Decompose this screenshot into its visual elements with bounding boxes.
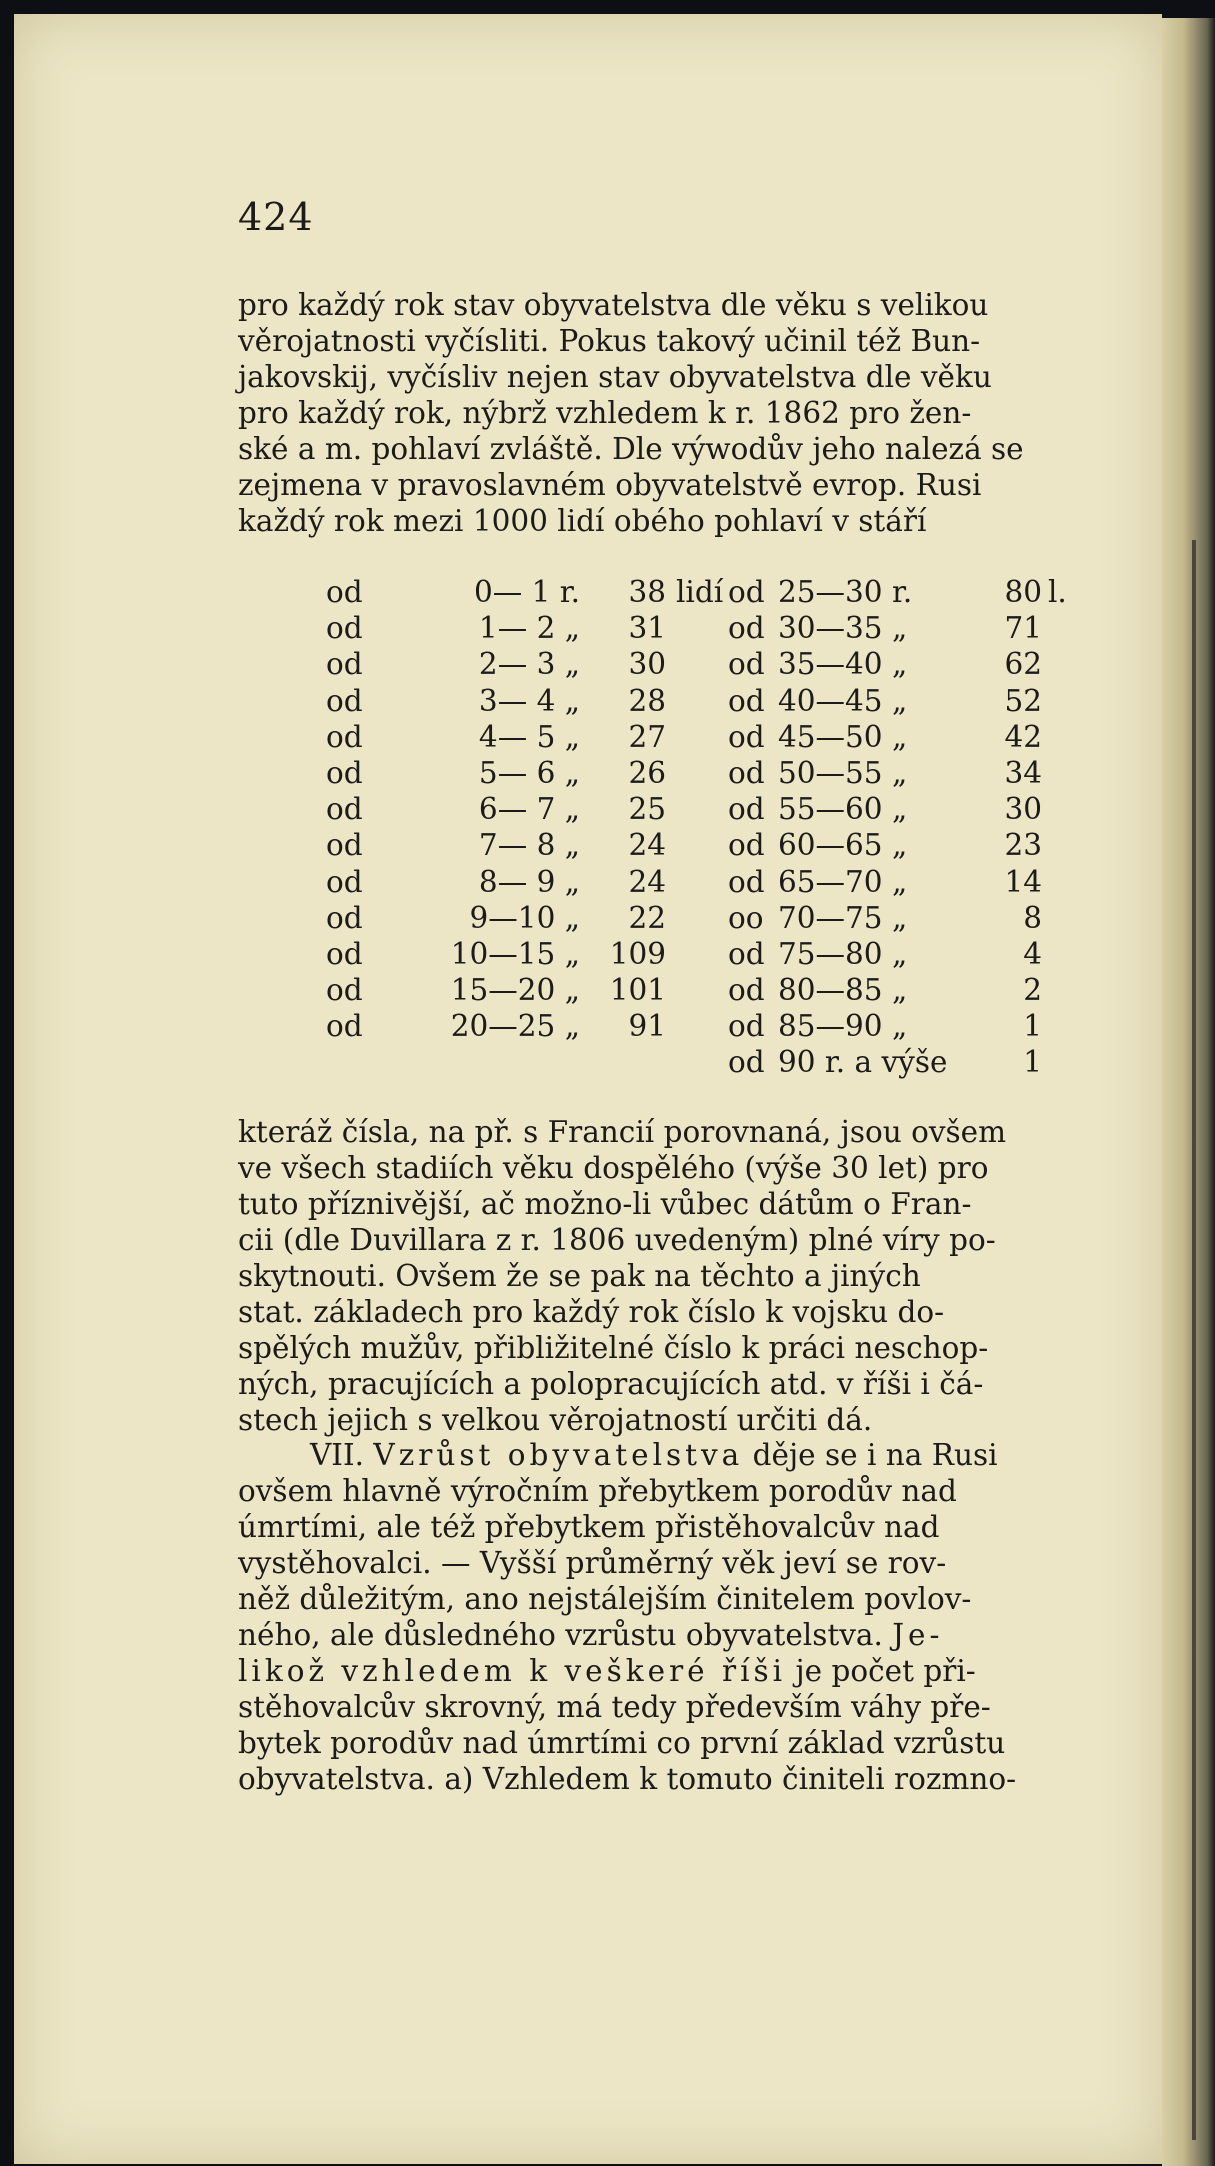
age-range: 35—40 „ [778,647,908,682]
page-edge-shadow [1192,540,1196,2140]
age-prefix: od [326,936,363,971]
age-range: 85—90 „ [778,1009,908,1044]
age-range: 25—30 r. [778,575,913,609]
age-range: 6— 7 „ [478,792,580,827]
people-count: 91 [628,1009,666,1044]
text-fragment: likož vzhledem k veškeré říši [238,1654,787,1688]
age-prefix: od [728,647,765,682]
text-line: ných, pracujících a polopracujících atd. v říši i čá- [238,1367,984,1401]
text-line: pro každý rok stav obyvatelstva dle věku s velikou [238,288,989,322]
age-range: 90 r. a výše [778,1045,948,1080]
age-prefix: od [728,828,765,863]
page-edge [1162,18,1215,2166]
age-range: 30—35 „ [778,611,908,646]
age-prefix: od [728,792,765,827]
age-range: 45—50 „ [778,719,908,754]
text-line: bytek porodův nad úmrtími co první základ vzrůstu [238,1726,1006,1760]
unit-label: l. [1048,575,1067,609]
people-count: 109 [609,936,666,971]
age-range: 0— 1 r. [473,575,580,609]
text-line: úmrtími, ale též přebytkem přistěhovalcův nad [238,1510,940,1544]
people-count: 1 [1023,1045,1042,1080]
age-prefix: od [326,792,363,827]
text-fragment: děje se i na Rusi [752,1438,998,1472]
age-prefix: od [728,1009,765,1044]
age-range: 20—25 „ [450,1009,580,1044]
text-line [238,1437,1060,1473]
age-range: 7— 8 „ [478,828,580,863]
age-range: 10—15 „ [450,936,580,971]
people-count: 27 [628,719,666,754]
people-count: 34 [1004,755,1042,790]
people-count: 26 [628,755,666,790]
age-prefix: od [728,755,765,790]
people-count: 22 [628,900,666,935]
text-line: spělých mužův, přibližitelné číslo k práci neschop- [238,1331,989,1365]
age-prefix: od [326,864,363,899]
people-count: 30 [628,647,666,682]
age-prefix: od [728,864,765,899]
age-range: 55—60 „ [778,792,908,827]
age-prefix: od [326,828,363,863]
text-fragment: je počet při- [795,1654,976,1688]
section-numeral: VII. [310,1438,364,1472]
age-prefix: oo [728,900,764,935]
text-line: cii (dle Duvillara z r. 1806 uvedeným) plné víry po- [238,1223,996,1257]
text-fragment: ného, ale důsledného vzrůstu obyvatelstva. [238,1618,883,1652]
people-count: 4 [1023,936,1042,971]
people-count: 2 [1023,973,1042,1008]
people-count: 24 [628,828,666,863]
text-line: skytnouti. Ovšem že se pak na těchto a jiných [238,1259,921,1293]
text-fragment: Je- [892,1618,944,1652]
age-range: 8— 9 „ [478,864,580,899]
age-range: 3— 4 „ [478,683,580,718]
people-count: 62 [1004,647,1042,682]
intro-paragraph [238,287,1060,539]
people-count: 31 [628,611,666,646]
people-count: 1 [1023,1009,1042,1044]
page-number: 424 [238,195,314,239]
age-range: 70—75 „ [778,900,908,935]
age-prefix: od [326,1009,363,1044]
text-line: pro každý rok, nýbrž vzhledem k r. 1862 pro žen- [238,396,972,430]
people-count: 24 [628,864,666,899]
section-vii-paragraph [238,1437,1060,1797]
age-prefix: od [728,973,765,1008]
people-count: 80 [1004,575,1042,609]
people-count: 42 [1004,719,1042,754]
people-count: 30 [1004,792,1042,827]
age-prefix: od [326,719,363,754]
text-line: ve všech stadiích věku dospělého (výše 30 let) pro [238,1151,989,1185]
text-line: vystěhovalci. — Vyšší průměrný věk jeví se rov- [238,1546,947,1580]
text-line: zejmena v pravoslavném obyvatelstvě evrop. Rusi [238,468,982,502]
age-range: 5— 6 „ [478,755,580,790]
people-count: 8 [1023,900,1042,935]
people-count: 23 [1004,828,1042,863]
age-range: 65—70 „ [778,864,908,899]
age-range: 1— 2 „ [478,611,580,646]
body-paragraph [238,1114,1060,1438]
people-count: 71 [1004,611,1042,646]
text-line: stech jejich s velkou věrojatností určiti dá. [238,1403,873,1437]
text-line: tuto příznivější, ač možno-li vůbec dátům o Fran- [238,1187,972,1221]
section-heading: Vzrůst obyvatelstva [373,1438,744,1472]
age-prefix: od [326,900,363,935]
age-prefix: od [728,575,765,609]
age-prefix: od [326,755,363,790]
age-range: 4— 5 „ [478,719,580,754]
text-line: kteráž čísla, na př. s Francií porovnaná, jsou ovšem [238,1115,1007,1149]
age-range: 60—65 „ [778,828,908,863]
age-range: 40—45 „ [778,683,908,718]
age-prefix: od [728,719,765,754]
text-line: ovšem hlavně výročním přebytkem porodův nad [238,1474,957,1508]
people-count: 25 [628,792,666,827]
text-line: něž důležitým, ano nejstálejším činitelem povlov- [238,1582,972,1616]
text-line [238,1617,1060,1653]
age-prefix: od [728,611,765,646]
age-prefix: od [728,936,765,971]
text-line: ské a m. pohlaví zvláště. Dle výwodův jeho nalezá se [238,432,1024,466]
text-line: stat. základech pro každý rok číslo k vojsku do- [238,1295,945,1329]
age-range: 80—85 „ [778,973,908,1008]
age-prefix: od [326,647,363,682]
age-prefix: od [728,683,765,718]
text-line: obyvatelstva. a) Vzhledem k tomuto činiteli rozmno- [238,1762,1017,1796]
people-count: 52 [1004,683,1042,718]
age-prefix: od [326,611,363,646]
age-range: 75—80 „ [778,936,908,971]
text-line: každý rok mezi 1000 lidí obého pohlaví v stáří [238,504,927,538]
text-line [238,1653,1060,1689]
people-count: 28 [628,683,666,718]
age-range: 2— 3 „ [478,647,580,682]
text-line: stěhovalcův skrovný, má tedy především váhy pře- [238,1690,991,1724]
unit-label: lidí [676,575,724,609]
age-range: 15—20 „ [450,973,580,1008]
text-line: jakovskij, vyčísliv nejen stav obyvatelstva dle věku [238,360,992,394]
text-line: věrojatnosti vyčísliti. Pokus takový učinil též Bun- [238,324,981,358]
age-prefix: od [326,683,363,718]
age-prefix: od [728,1045,765,1080]
age-prefix: od [326,575,363,609]
age-range: 50—55 „ [778,755,908,790]
people-count: 14 [1004,864,1042,899]
people-count: 38 [628,575,666,609]
age-prefix: od [326,973,363,1008]
people-count: 101 [609,973,666,1008]
age-range: 9—10 „ [469,900,580,935]
